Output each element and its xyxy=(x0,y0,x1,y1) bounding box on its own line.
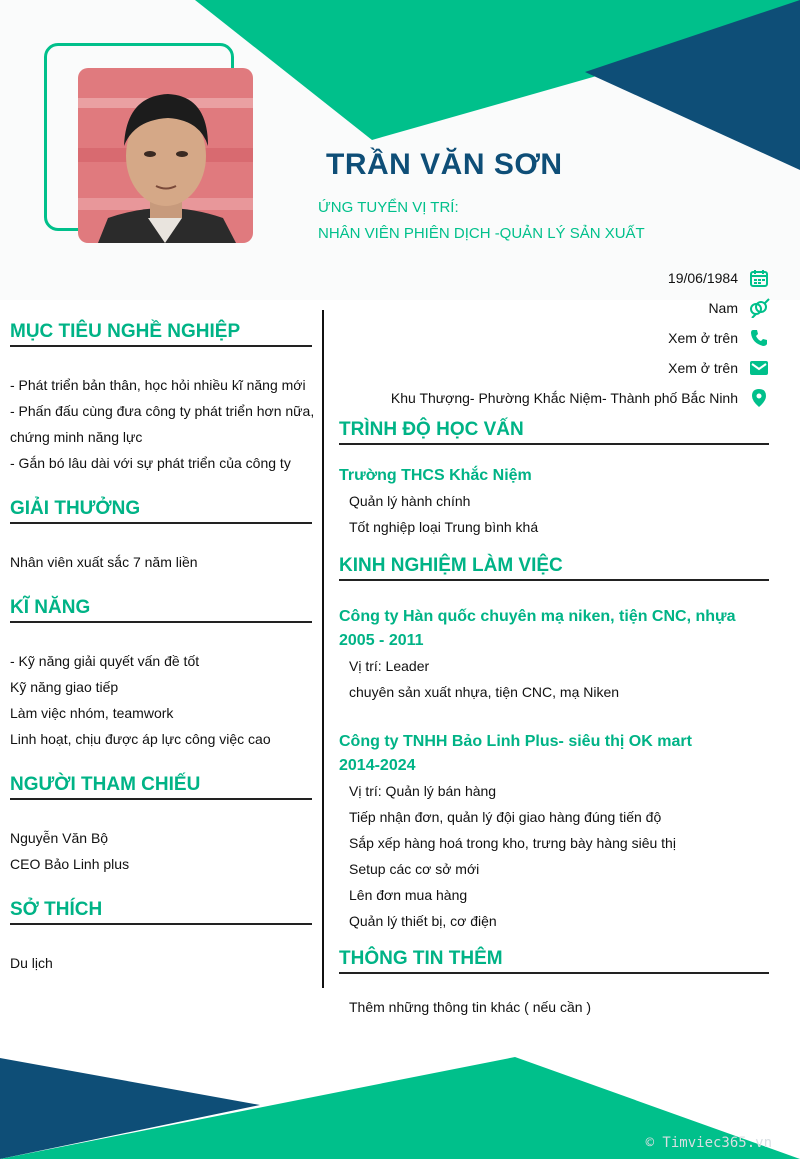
skill-line: Linh hoạt, chịu được áp lực công việc cao xyxy=(10,731,271,747)
calendar-icon xyxy=(748,268,770,288)
job-line: Vị trí: Quản lý bán hàng xyxy=(349,783,497,799)
objective-line: - Phát triển bản thân, học hỏi nhiều kĩ năng mới xyxy=(10,377,306,393)
location-pin-icon xyxy=(748,388,770,408)
job-line: Tiếp nhận đơn, quản lý đội giao hàng đúng tiến độ xyxy=(349,809,662,825)
skill-line: Làm việc nhóm, teamwork xyxy=(10,705,174,721)
watermark: © Timviec365.vn xyxy=(645,1135,772,1151)
awards-heading: GIẢI THƯỞNG xyxy=(10,498,312,524)
job-line: Vị trí: Leader xyxy=(349,658,430,674)
experience-heading: KINH NGHIỆM LÀM VIỆC xyxy=(339,555,769,581)
contact-email xyxy=(668,358,770,378)
job-period: 2014-2024 xyxy=(339,757,416,774)
job-company: Công ty TNHH Bảo Linh Plus- siêu thị OK mart xyxy=(339,733,692,750)
job-line: chuyên sản xuất nhựa, tiện CNC, mạ Niken xyxy=(349,684,620,700)
gender-text: Nam xyxy=(708,300,738,316)
contact-gender xyxy=(708,298,770,318)
reference-line: CEO Bảo Linh plus xyxy=(10,856,130,872)
objective-line: - Gắn bó lâu dài với sự phát triển của công ty xyxy=(10,455,291,471)
school-name: Trường THCS Khắc Niệm xyxy=(339,467,532,484)
job-line: Sắp xếp hàng hoá trong kho, trưng bày hàng siêu thị xyxy=(349,835,676,851)
education-line: Quản lý hành chính xyxy=(349,493,471,509)
references-heading: NGƯỜI THAM CHIẾU xyxy=(10,774,312,800)
objective-line: chứng minh năng lực xyxy=(10,429,143,445)
dob-text: 19/06/1984 xyxy=(667,270,738,286)
reference-line: Nguyễn Văn Bộ xyxy=(10,830,109,846)
job-line: Quản lý thiết bị, cơ điện xyxy=(349,913,497,929)
avatar xyxy=(78,68,253,243)
contact-phone xyxy=(668,328,770,348)
position-title: NHÂN VIÊN PHIÊN DỊCH -QUẢN LÝ SẢN XUẤT xyxy=(318,225,645,242)
gender-icon xyxy=(748,298,770,318)
education-line: Tốt nghiệp loại Trung bình khá xyxy=(349,519,539,535)
address-text: Khu Thượng- Phường Khắc Niệm- Thành phố Bắc Ninh xyxy=(390,390,738,406)
hobby-line: Du lịch xyxy=(10,955,53,971)
email-text: Xem ở trên xyxy=(668,360,738,376)
job-line: Lên đơn mua hàng xyxy=(349,887,468,903)
job-period: 2005 - 2011 xyxy=(339,632,424,649)
phone-text: Xem ở trên xyxy=(668,330,738,346)
job-company: Công ty Hàn quốc chuyên mạ niken, tiện CNC, nhựa xyxy=(339,608,736,625)
candidate-name: TRẦN VĂN SƠN xyxy=(326,148,563,181)
skills-heading: KĨ NĂNG xyxy=(10,597,312,623)
extra-line: Thêm những thông tin khác ( nếu cần ) xyxy=(349,999,592,1015)
objective-line: - Phấn đấu cùng đưa công ty phát triển hơn nữa, xyxy=(10,403,315,419)
skill-line: - Kỹ năng giải quyết vấn đề tốt xyxy=(10,653,200,669)
column-divider xyxy=(322,310,324,988)
position-label: ỨNG TUYỂN VỊ TRÍ: xyxy=(318,199,459,216)
contact-address xyxy=(391,388,770,408)
award-line: Nhân viên xuất sắc 7 năm liền xyxy=(10,554,198,570)
job-line: Setup các cơ sở mới xyxy=(349,861,480,877)
hobbies-heading: SỞ THÍCH xyxy=(10,899,312,925)
phone-icon xyxy=(748,328,770,348)
extra-heading: THÔNG TIN THÊM xyxy=(339,948,769,974)
objective-heading: MỤC TIÊU NGHỀ NGHIỆP xyxy=(10,321,312,347)
envelope-icon xyxy=(748,358,770,378)
skill-line: Kỹ năng giao tiếp xyxy=(10,679,119,695)
contact-dob xyxy=(668,268,770,288)
education-heading: TRÌNH ĐỘ HỌC VẤN xyxy=(339,419,769,445)
